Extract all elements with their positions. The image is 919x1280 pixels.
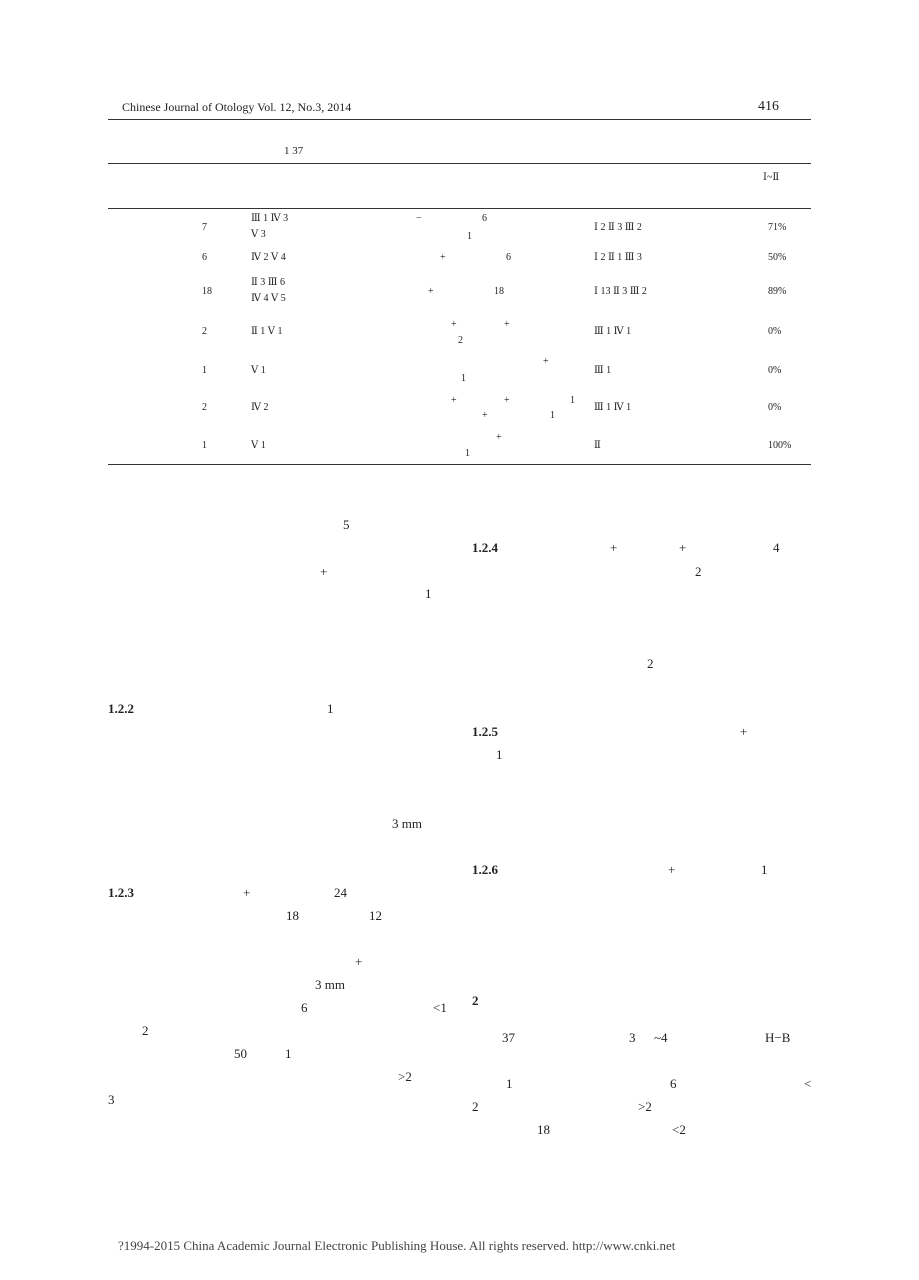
text-fragment: 2: [695, 564, 702, 579]
cell-grade-post: Ⅲ 1 Ⅳ 1: [594, 402, 632, 413]
cell-treatment-c: +: [482, 410, 488, 421]
cell-treatment-c: 1: [467, 231, 472, 242]
cell-percent: 0%: [768, 326, 782, 337]
text-fragment: 1: [761, 862, 768, 877]
text-fragment: 4: [773, 540, 780, 555]
cell-treatment-a: −: [416, 213, 422, 224]
section-heading-1-2-3: 1.2.3: [108, 885, 134, 900]
cell-percent: 0%: [768, 365, 782, 376]
text-fragment: 6: [301, 1000, 308, 1015]
journal-header: Chinese Journal of Otology Vol. 12, No.3, 2014: [122, 100, 352, 114]
text-fragment: ~4: [654, 1030, 668, 1045]
cell-grade-pre: Ⅲ 1 Ⅳ 3: [251, 213, 289, 224]
text-fragment: 3 mm: [315, 977, 345, 992]
cell-grade-pre: Ⅱ 3 Ⅲ 6: [251, 277, 285, 288]
text-fragment: 12: [369, 908, 382, 923]
text-fragment: 2: [647, 656, 654, 671]
cell-treatment-a: +: [451, 395, 457, 406]
cell-grade-post: Ⅲ 1: [594, 365, 612, 376]
text-fragment: <2: [672, 1122, 686, 1137]
text-fragment: 2: [472, 1099, 479, 1114]
text-fragment: +: [355, 954, 363, 969]
table-header-grade: Ⅰ~Ⅱ: [763, 172, 780, 183]
cell-count: 6: [202, 252, 207, 263]
header-rule: [108, 119, 811, 120]
cell-count: 18: [202, 286, 212, 297]
cell-percent: 89%: [768, 286, 787, 297]
text-fragment: +: [740, 724, 748, 739]
cell-treatment-b: +: [543, 356, 549, 367]
table-top-rule: [108, 163, 811, 164]
text-fragment: 37: [502, 1030, 515, 1045]
text-fragment: 3 mm: [392, 816, 422, 831]
text-fragment: +: [320, 564, 328, 579]
copyright-footer: ?1994-2015 China Academic Journal Electronic Publishing House. All rights reserved. http://www.cnki.net: [118, 1238, 676, 1253]
table-caption: 1 37: [284, 145, 304, 157]
cell-treatment-b: +: [496, 432, 502, 443]
text-fragment: 5: [343, 517, 350, 532]
cell-count: 2: [202, 326, 207, 337]
text-fragment: >2: [638, 1099, 652, 1114]
text-fragment: 18: [537, 1122, 550, 1137]
text-fragment: <1: [433, 1000, 447, 1015]
section-heading-1-2-5: 1.2.5: [472, 724, 498, 739]
text-fragment: 24: [334, 885, 347, 900]
cell-treatment-b: +: [504, 395, 510, 406]
text-fragment: 1: [496, 747, 503, 762]
cell-count: 1: [202, 440, 207, 451]
cell-grade-pre-2: Ⅳ 4 Ⅴ 5: [251, 293, 286, 304]
cell-grade-pre: Ⅴ 1: [251, 365, 266, 376]
cell-treatment-c: 1: [465, 448, 470, 459]
section-heading-1-2-2: 1.2.2: [108, 701, 134, 716]
text-fragment: 18: [286, 908, 299, 923]
text-fragment: +: [679, 540, 687, 555]
cell-grade-post: Ⅰ 13 Ⅱ 3 Ⅲ 2: [594, 286, 647, 297]
text-fragment: +: [668, 862, 676, 877]
cell-grade-pre: Ⅳ 2 Ⅴ 4: [251, 252, 286, 263]
cell-treatment-d: 1: [550, 410, 555, 421]
text-fragment: 2: [142, 1023, 149, 1038]
cell-grade-post: Ⅰ 2 Ⅱ 1 Ⅲ 3: [594, 252, 642, 263]
text-fragment: 3: [108, 1092, 115, 1107]
cell-treatment-c: 2: [458, 335, 463, 346]
text-fragment: H−B: [765, 1030, 791, 1045]
cell-treatment-b: 6: [482, 213, 487, 224]
cell-treatment-a: +: [440, 252, 446, 263]
cell-count: 1: [202, 365, 207, 376]
text-fragment: 1: [327, 701, 334, 716]
section-heading-2: 2: [472, 993, 479, 1008]
text-fragment: <: [804, 1076, 812, 1091]
text-fragment: 3: [629, 1030, 636, 1045]
text-fragment: >2: [398, 1069, 412, 1084]
cell-grade-post: Ⅲ 1 Ⅳ 1: [594, 326, 632, 337]
cell-count: 7: [202, 222, 207, 233]
table-bottom-rule: [108, 464, 811, 465]
section-heading-1-2-6: 1.2.6: [472, 862, 498, 877]
text-fragment: +: [610, 540, 618, 555]
cell-percent: 71%: [768, 222, 787, 233]
cell-treatment-a: +: [428, 286, 434, 297]
cell-treatment-a: +: [451, 319, 457, 330]
table-header-rule: [108, 208, 811, 209]
page-number: 416: [758, 99, 779, 114]
text-fragment: 50: [234, 1046, 247, 1061]
cell-treatment-b: +: [504, 319, 510, 330]
cell-grade-post: Ⅱ: [594, 440, 601, 451]
cell-grade-pre: Ⅱ 1 Ⅴ 1: [251, 326, 283, 337]
cell-treatment-b: 18: [494, 286, 504, 297]
cell-treatment-b: 6: [506, 252, 511, 263]
cell-grade-post: Ⅰ 2 Ⅱ 3 Ⅲ 2: [594, 222, 642, 233]
cell-grade-pre: Ⅳ 2: [251, 402, 269, 413]
text-fragment: 6: [670, 1076, 677, 1091]
cell-treatment-x: 1: [570, 395, 575, 406]
cell-count: 2: [202, 402, 207, 413]
cell-grade-pre: Ⅴ 1: [251, 440, 266, 451]
section-heading-1-2-4: 1.2.4: [472, 540, 498, 555]
cell-grade-pre-2: Ⅴ 3: [251, 229, 266, 240]
cell-percent: 0%: [768, 402, 782, 413]
text-fragment: 1: [285, 1046, 292, 1061]
cell-treatment-c: 1: [461, 373, 466, 384]
cell-percent: 100%: [768, 440, 792, 451]
text-fragment: 1: [506, 1076, 513, 1091]
text-fragment: +: [243, 885, 251, 900]
cell-percent: 50%: [768, 252, 787, 263]
text-fragment: 1: [425, 586, 432, 601]
